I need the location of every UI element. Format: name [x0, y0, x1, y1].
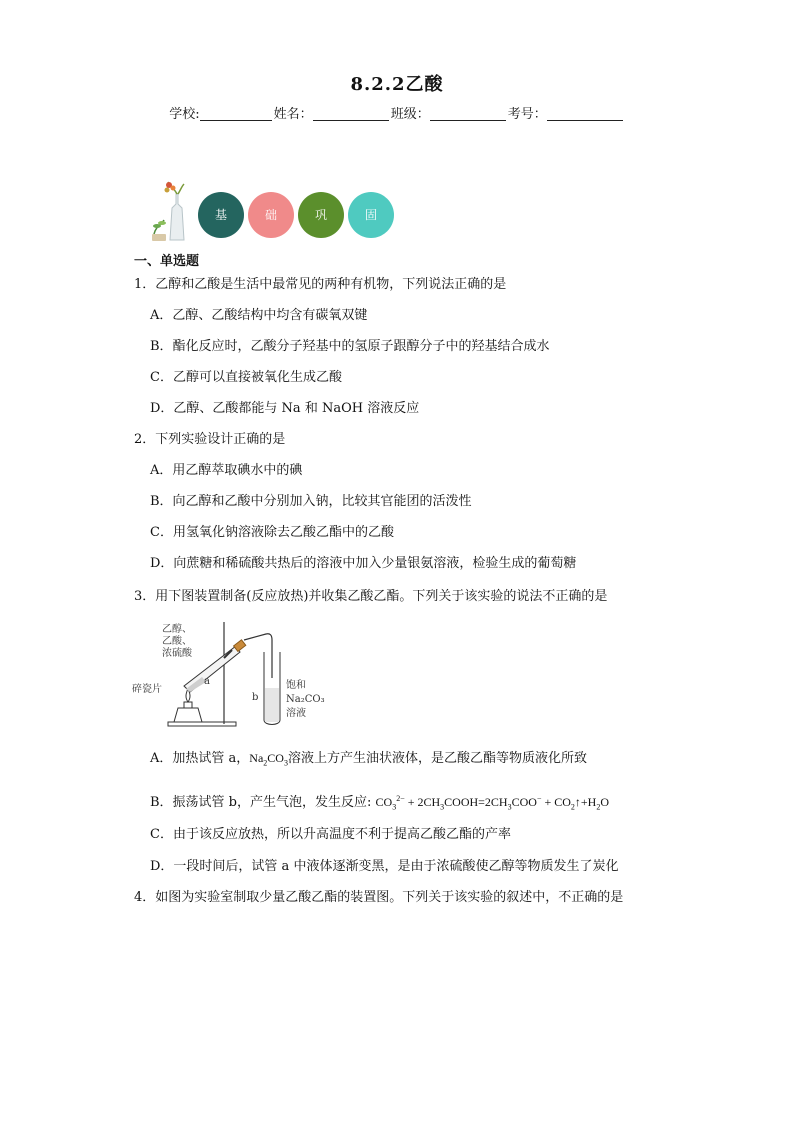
banner-circle-gong [298, 192, 344, 238]
circle-text: 固 [364, 208, 377, 222]
school-blank[interactable] [200, 106, 272, 121]
question-3-option-d[interactable]: D．一段时间后，试管 a 中液体逐渐变黑，是由于浓硫酸使乙醇等物质发生了炭化 [150, 859, 619, 874]
question-1-option-b[interactable]: B．酯化反应时，乙酸分子羟基中的氢原子跟醇分子中的羟基结合成水 [150, 339, 550, 354]
exam-no-label: 考号： [507, 107, 547, 122]
option-a-pre: A．加热试管 a， [150, 751, 250, 766]
esterification-apparatus-figure [132, 620, 330, 732]
banner-circle-gu [348, 192, 394, 238]
banner-circle-chu [248, 192, 294, 238]
name-blank[interactable] [313, 106, 389, 121]
plant-vase-icon [148, 180, 194, 242]
circle-text: 基 [214, 208, 227, 222]
question-3-option-b[interactable] [150, 790, 609, 816]
figure-label-saturated-1: 饱和 [286, 680, 306, 691]
question-1-option-d[interactable]: D．乙醇、乙酸都能与 Na 和 NaOH 溶液反应 [150, 401, 420, 416]
question-2-option-d[interactable]: D．向蔗糖和稀硫酸共热后的溶液中加入少量银氨溶液，检验生成的葡萄糖 [150, 556, 577, 571]
question-4-stem: 4．如图为实验室制取少量乙酸乙酯的装置图。下列关于该实验的叙述中，不正确的是 [134, 890, 624, 905]
question-2-stem: 2．下列实验设计正确的是 [134, 432, 286, 447]
class-label: 班级： [390, 107, 430, 122]
name-label: 姓名： [273, 107, 313, 122]
question-2-option-b[interactable]: B．向乙醇和乙酸中分别加入钠，比较其官能团的活泼性 [150, 494, 472, 509]
na2co3-formula: $Na_2CO_3$ [249, 751, 288, 768]
figure-label-saturated-3: 溶液 [286, 708, 306, 719]
question-1-stem: 1．乙醇和乙酸是生活中最常见的两种有机物，下列说法正确的是 [134, 277, 507, 292]
page-title: 8.2.2乙酸 [350, 74, 444, 95]
question-3-option-a[interactable] [150, 749, 587, 772]
circle-text: 巩 [314, 208, 327, 222]
figure-label-saturated-2: Na₂CO₃ [286, 694, 325, 705]
question-3-stem: 3．用下图装置制备(反应放热)并收集乙酸乙酯。下列关于该实验的说法不正确的是 [134, 589, 608, 604]
question-2-option-c[interactable]: C．用氢氧化钠溶液除去乙酸乙酯中的乙酸 [150, 525, 394, 540]
section-title: 一、单选题 [134, 254, 200, 269]
exam-no-blank[interactable] [547, 106, 623, 121]
figure-label-tube-a: a [204, 676, 210, 687]
question-1-option-c[interactable]: C．乙醇可以直接被氧化生成乙酸 [150, 370, 342, 385]
reaction-equation: $CO_3^{2-}$ + $2CH_3COOH=2CH_3COO^-$ + $CO_2↑+H_2O$ [375, 794, 610, 812]
circle-text: 础 [264, 208, 277, 222]
question-1-option-a[interactable]: A．乙醇、乙酸结构中均含有碳氧双键 [150, 308, 368, 323]
figure-label-reagent-2: 乙酸、 [162, 636, 192, 647]
banner-circle-ji [198, 192, 244, 238]
school-label: 学校: [169, 107, 200, 122]
question-3-option-c[interactable]: C．由于该反应放热，所以升高温度不利于提高乙酸乙酯的产率 [150, 827, 511, 842]
option-a-post: 溶液上方产生油状液体，是乙酸乙酯等物质液化所致 [287, 751, 587, 766]
question-2-option-a[interactable]: A．用乙醇萃取碘水中的碘 [150, 463, 303, 478]
student-info-line [0, 103, 794, 122]
figure-label-tube-b: b [252, 692, 259, 703]
figure-label-reagent-1: 乙醇、 [162, 624, 192, 635]
figure-label-reagent-3: 浓硫酸 [162, 648, 192, 659]
section-banner [148, 180, 408, 242]
class-blank[interactable] [430, 106, 506, 121]
option-b-pre: B．振荡试管 b，产生气泡，发生反应: [150, 795, 372, 810]
figure-label-chips: 碎瓷片 [132, 684, 162, 695]
